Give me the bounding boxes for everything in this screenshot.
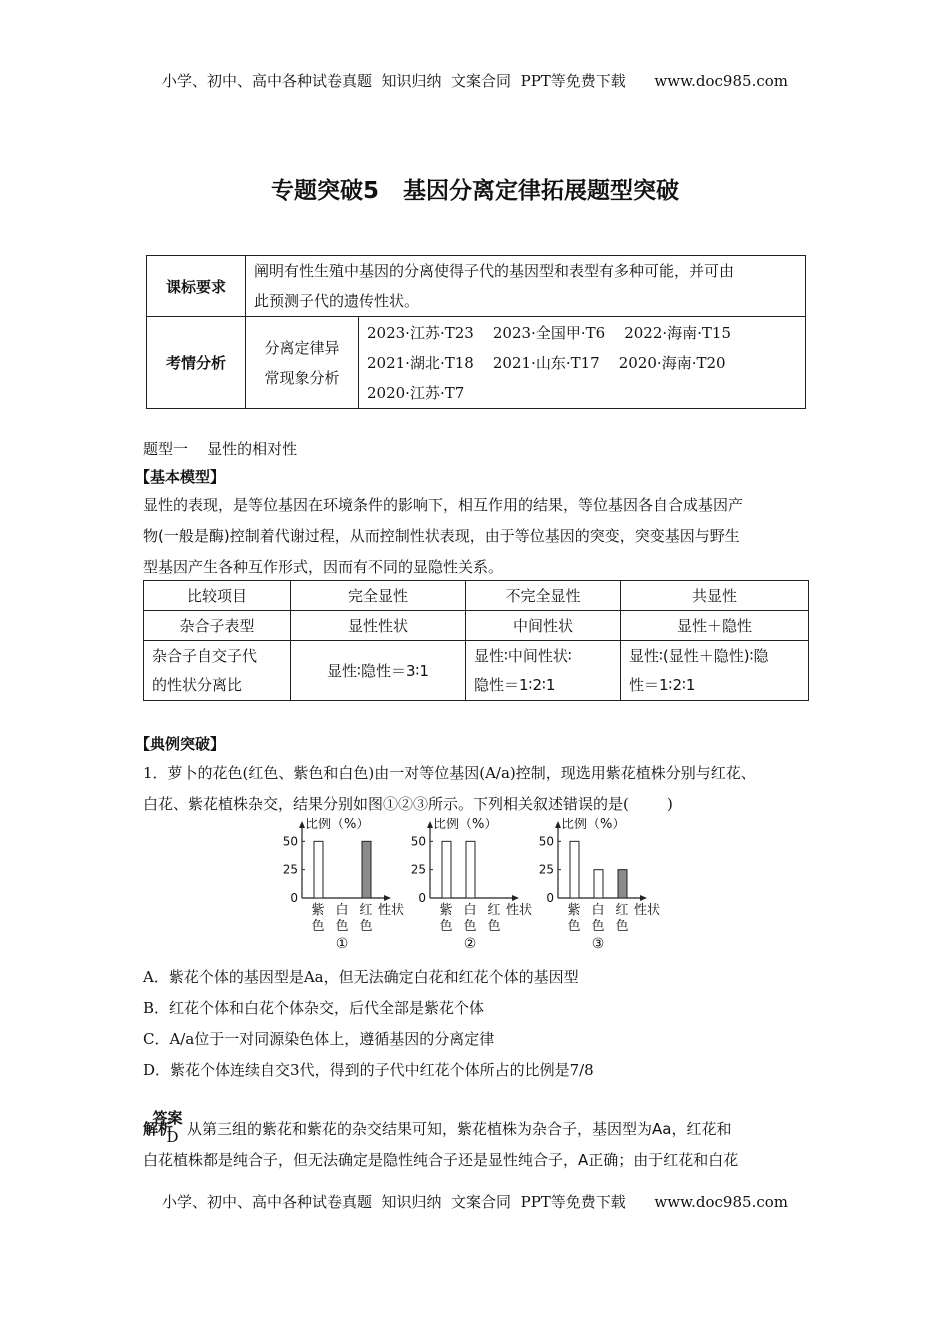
answer-label: 答案 bbox=[152, 1109, 183, 1127]
dominance-comparison-table bbox=[143, 580, 809, 701]
paragraph-line: 显性的表现，是等位基因在环境条件的影响下，相互作用的结果，等位基因各自合成基因产 bbox=[143, 496, 744, 514]
x-tick-label: 紫 bbox=[567, 903, 581, 918]
x-axis-arrow bbox=[512, 895, 519, 901]
x-tick-label: 色 bbox=[359, 919, 373, 934]
analysis-line: 白花植株都是纯合子，但无法确定是隐性纯合子还是显性纯合子，A正确；由于红花和白花 bbox=[143, 1151, 739, 1169]
x-tick-label: 色 bbox=[439, 919, 453, 934]
example-heading: 【典例突破】 bbox=[135, 735, 226, 753]
analysis-paragraph bbox=[143, 1114, 813, 1176]
cell-line: 隐性＝1∶2∶1 bbox=[474, 675, 556, 694]
requirements-line-1: 阐明有性生殖中基因的分离使得子代的基因型和表型有多种可能，并可由 bbox=[254, 262, 735, 280]
paragraph-line: 型基因产生各种互作形式，因而有不同的显隐性关系。 bbox=[143, 558, 504, 576]
table-cell: 显性性状 bbox=[291, 611, 466, 641]
y-axis-label: 比例（%） bbox=[433, 818, 498, 832]
x-tick-label: 红 bbox=[615, 903, 629, 918]
option-c: C．A/a位于一对同源染色体上，遵循基因的分离定律 bbox=[143, 1030, 495, 1048]
chart-number: ③ bbox=[591, 936, 605, 952]
answer-value: D bbox=[166, 1128, 179, 1146]
x-tick-label: 红 bbox=[487, 903, 501, 918]
y-tick-label: 25 bbox=[282, 862, 298, 877]
x-tick-label: 白 bbox=[335, 903, 349, 918]
x-tick-label: 色 bbox=[591, 919, 605, 934]
x-tick-label: 白 bbox=[463, 903, 477, 918]
x-axis-arrow bbox=[384, 895, 391, 901]
table-cell bbox=[144, 641, 291, 701]
option-d: D．紫花个体连续自交3代，得到的子代中红花个体所占的比例是7/8 bbox=[143, 1061, 594, 1079]
option-b: B．红花个体和白花个体杂交，后代全部是紫花个体 bbox=[143, 999, 485, 1017]
basic-model-heading: 【基本模型】 bbox=[135, 468, 226, 486]
chart-number: ① bbox=[335, 936, 349, 952]
exam-reference-line: 2020·江苏·T7 bbox=[367, 383, 465, 402]
x-tick-label: 色 bbox=[487, 919, 501, 934]
x-tick-label: 色 bbox=[463, 919, 477, 934]
bar bbox=[618, 870, 627, 898]
table-cell: 显性∶隐性＝3∶1 bbox=[291, 641, 466, 701]
x-axis-label: 性状 bbox=[506, 903, 533, 918]
x-axis-arrow bbox=[640, 895, 647, 901]
table-header: 完全显性 bbox=[291, 581, 466, 611]
exam-references bbox=[359, 317, 806, 409]
y-axis-label: 比例（%） bbox=[561, 818, 626, 832]
y-tick-label: 25 bbox=[538, 862, 554, 877]
page-title: 专题突破5 基因分离定律拓展题型突破 bbox=[270, 178, 680, 204]
chart-number: ② bbox=[463, 936, 477, 952]
table-cell bbox=[621, 641, 809, 701]
question-line: 白花、紫花植株杂交，结果分别如图①②③所示。下列相关叙述错误的是( ) bbox=[143, 795, 673, 813]
requirements-label: 课标要求 bbox=[147, 256, 246, 317]
bar-charts bbox=[270, 818, 690, 956]
y-tick-label: 0 bbox=[546, 891, 554, 905]
x-tick-label: 紫 bbox=[439, 903, 453, 918]
cell-line: 性＝1∶2∶1 bbox=[629, 675, 696, 694]
x-tick-label: 紫 bbox=[311, 903, 325, 918]
analysis-subject-line-1: 分离定律异 bbox=[264, 338, 340, 357]
table-header: 不完全显性 bbox=[466, 581, 621, 611]
requirements-text bbox=[246, 256, 806, 317]
cell-line: 杂合子自交子代 bbox=[152, 646, 258, 665]
x-tick-label: 色 bbox=[311, 919, 325, 934]
cell-line: 的性状分离比 bbox=[152, 675, 243, 694]
page-footer: 小学、初中、高中各种试卷真题 知识归纳 文案合同 PPT等免费下载 www.doc985.com bbox=[161, 1193, 788, 1211]
paragraph-line: 物(一般是酶)控制着代谢过程，从而控制性状表现，由于等位基因的突变，突变基因与野生 bbox=[143, 527, 740, 545]
question-line: 1．萝卜的花色(红色、紫色和白色)由一对等位基因(A/a)控制，现选用紫花植株分别与红花、 bbox=[143, 764, 756, 782]
x-axis-label: 性状 bbox=[634, 903, 661, 918]
table-cell: 杂合子表型 bbox=[144, 611, 291, 641]
page-header: 小学、初中、高中各种试卷真题 知识归纳 文案合同 PPT等免费下载 www.doc985.com bbox=[161, 72, 788, 90]
requirements-table bbox=[146, 255, 806, 409]
requirements-line-2: 此预测子代的遗传性状。 bbox=[254, 292, 420, 310]
bar bbox=[442, 841, 451, 898]
x-tick-label: 色 bbox=[615, 919, 629, 934]
analysis-line: 从第三组的紫花和紫花的杂交结果可知，紫花植株为杂合子，基因型为Aa，红花和 bbox=[187, 1120, 732, 1138]
table-cell: 中间性状 bbox=[466, 611, 621, 641]
x-tick-label: 色 bbox=[567, 919, 581, 934]
y-tick-label: 25 bbox=[410, 862, 426, 877]
bar bbox=[570, 841, 579, 898]
y-tick-label: 0 bbox=[418, 891, 426, 905]
bar bbox=[594, 870, 603, 898]
x-axis-label: 性状 bbox=[378, 903, 405, 918]
x-tick-label: 色 bbox=[335, 919, 349, 934]
y-tick-label: 50 bbox=[538, 834, 554, 849]
analysis-label: 考情分析 bbox=[147, 317, 246, 409]
option-a: A．紫花个体的基因型是Aa，但无法确定白花和红花个体的基因型 bbox=[143, 968, 579, 986]
cell-line: 显性∶(显性＋隐性)∶隐 bbox=[629, 646, 769, 665]
question-text bbox=[143, 758, 823, 820]
table-cell: 显性＋隐性 bbox=[621, 611, 809, 641]
bar bbox=[466, 841, 475, 898]
table-header: 共显性 bbox=[621, 581, 809, 611]
basic-model-paragraph bbox=[143, 490, 813, 583]
bar bbox=[362, 841, 371, 898]
cell-line: 显性∶中间性状∶ bbox=[474, 646, 572, 665]
table-header: 比较项目 bbox=[144, 581, 291, 611]
exam-reference-line: 2021·湖北·T18 2021·山东·T17 2020·海南·T20 bbox=[367, 353, 726, 372]
table-cell bbox=[466, 641, 621, 701]
y-tick-label: 50 bbox=[282, 834, 298, 849]
y-axis-label: 比例（%） bbox=[305, 818, 370, 832]
section-heading: 题型一 显性的相对性 bbox=[143, 440, 298, 458]
analysis-label: 解析 bbox=[143, 1120, 174, 1138]
analysis-subject bbox=[246, 317, 359, 409]
exam-reference-line: 2023·江苏·T23 2023·全国甲·T6 2022·海南·T15 bbox=[367, 323, 732, 342]
x-tick-label: 红 bbox=[359, 903, 373, 918]
bar bbox=[314, 841, 323, 898]
analysis-subject-line-2: 常现象分析 bbox=[264, 368, 340, 387]
y-tick-label: 50 bbox=[410, 834, 426, 849]
x-tick-label: 白 bbox=[591, 903, 605, 918]
y-tick-label: 0 bbox=[290, 891, 298, 905]
